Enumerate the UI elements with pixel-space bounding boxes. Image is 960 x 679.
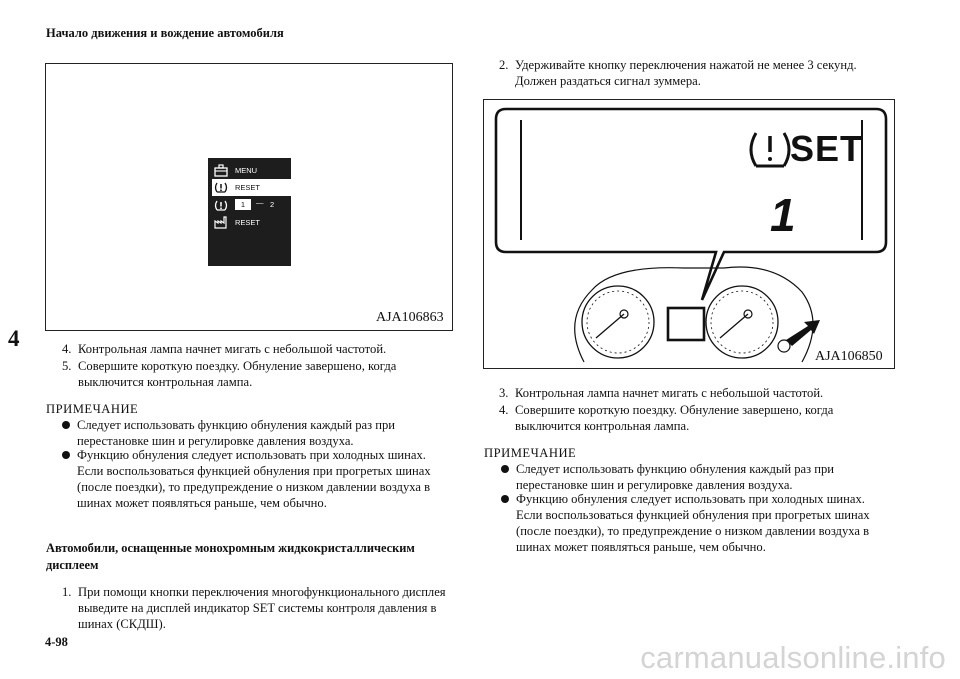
bullet-dot	[62, 421, 70, 429]
figure-instrument-cluster	[483, 99, 895, 369]
lcd-row-reset-selected	[212, 179, 291, 196]
chapter-tab: 4	[8, 326, 20, 351]
step-4-right	[499, 402, 899, 436]
note-text: Функцию обнуления следует использовать при холодных шинах. Если воспользоваться функцией обнуления при прогретых шинах (после поездки), то предупреждение о низком давлении воздуха в шинах может появляться раньше, чем обычно.	[516, 492, 870, 554]
step-text: Контрольная лампа начнет мигать с небольшой частотой.	[78, 342, 387, 356]
step-number: 3.	[499, 386, 509, 400]
figure-right-label: AJA106850	[815, 349, 883, 364]
note-title-left: ПРИМЕЧАНИЕ	[46, 402, 139, 416]
lcd-menu-display	[208, 158, 291, 266]
speedometer-gauge	[582, 286, 654, 358]
step-text: Совершите короткую поездку. Обнуление завершено, когда выключится контрольная лампа.	[515, 403, 834, 433]
speedometer-inner	[587, 291, 649, 353]
step-number: 5.	[62, 359, 72, 373]
step-text: Совершите короткую поездку. Обнуление завершено, когда выключится контрольная лампа.	[78, 359, 397, 389]
tachometer-needle	[720, 314, 748, 338]
lcd-menu-label: MENU	[235, 166, 258, 175]
lcd-row-stage	[208, 197, 291, 214]
step-number: 1.	[62, 585, 72, 599]
step-text: При помощи кнопки переключения многофункционального дисплея выведите на дисплей индикатор SET системы контроля давления в шинах (СКДШ).	[78, 585, 446, 631]
watermark: carmanualsonline.info	[640, 640, 946, 675]
lcd-row-reset-factory	[208, 214, 291, 231]
tachometer-gauge	[706, 286, 778, 358]
page-header-title: Начало движения и вождение автомобиля	[46, 26, 284, 40]
lcd-stage-value: 1	[235, 199, 251, 210]
tachometer-inner	[711, 291, 773, 353]
bullet-dot	[62, 451, 70, 459]
multi-info-display	[668, 308, 704, 340]
display-digit: 1	[770, 189, 796, 241]
step-5-left	[62, 358, 452, 392]
step-number: 4.	[62, 342, 72, 356]
speedometer-needle	[596, 314, 624, 338]
factory-icon	[214, 216, 228, 229]
note-text: Следует использовать функцию обнуления каждый раз при перестановке шин и регулировке давления воздуха.	[77, 418, 396, 448]
lcd-stage-dash: —	[256, 198, 264, 207]
lcd-stage-max: 2	[270, 200, 275, 209]
step-number: 4.	[499, 403, 509, 417]
note-text: Следует использовать функцию обнуления каждый раз при перестановке шин и регулировке давления воздуха.	[516, 462, 835, 492]
bullet-dot	[501, 465, 509, 473]
note-text: Функцию обнуления следует использовать при холодных шинах. Если воспользоваться функцией обнуления при прогретых шинах (после поездки), то предупреждение о низком давлении воздуха в шинах может появляться раньше, чем обычно.	[77, 448, 431, 510]
lcd-row-menu	[208, 162, 291, 179]
tire-pressure-icon	[214, 181, 228, 194]
lcd-reset-label-2: RESET	[235, 218, 261, 227]
page-number: 4-98	[45, 635, 68, 649]
step-number: 2.	[499, 58, 509, 72]
toolbox-icon	[214, 164, 228, 177]
lcd-reset-label: RESET	[235, 183, 261, 192]
step-text: Удерживайте кнопку переключения нажатой не менее 3 секунд. Должен раздаться сигнал зуммера.	[515, 58, 857, 88]
tire-pressure-icon	[214, 199, 228, 212]
section-heading: Автомобили, оснащенные монохромным жидкокристаллическим дисплеем	[46, 541, 415, 572]
step-text: Контрольная лампа начнет мигать с небольшой частотой.	[515, 386, 824, 400]
bullet-dot	[501, 495, 509, 503]
figure-left-label: AJA106863	[376, 310, 444, 325]
note-title-right: ПРИМЕЧАНИЕ	[484, 446, 577, 460]
pointer-arrow-icon	[786, 320, 820, 346]
display-set-text: SET	[790, 128, 864, 169]
